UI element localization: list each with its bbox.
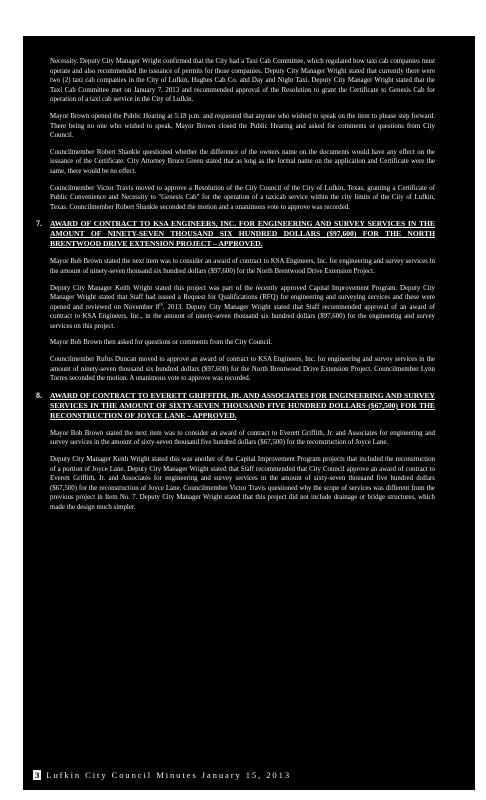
paragraph-item8-intro: Mayor Bob Brown stated the next item was to consider an award of contract to Everett Griffith, Jr. and Associates for engineering and survey services in the amount of sixty-seven thousand five hundred dollars ($67,500) for the reconstruction of Joyce Lane. — [50, 429, 435, 447]
agenda-item-number: 7. — [36, 219, 42, 229]
paragraph-item7-intro: Mayor Bob Brown stated the next item was to consider an award of contract to KSA Engineers, Inc. for engineering and survey services in the amount of ninety-seven thousand six hundred dollars ($97,600) for the North Brentwood Drive Extension Project. — [50, 258, 435, 275]
page-footer — [33, 770, 291, 780]
agenda-item-8 — [36, 390, 435, 421]
agenda-item-number: 8. — [36, 390, 42, 400]
agenda-item-7 — [36, 219, 435, 249]
agenda-item-title: AWARD OF CONTRACT TO KSA ENGINEERS, INC. FOR ENGINEERING AND SURVEY SERVICES IN THE AMOUNT OF NINETY-SEVEN THOUSAND SIX HUNDRED DOLLARS ($97,600) FOR THE NORTH BRENTWOOD DRIVE EXTENSION PROJECT – APPROVED. — [50, 219, 435, 249]
paragraph-item7-motion: Councilmember Rufus Duncan moved to approve an award of contract to KSA Engineers, Inc. for engineering and survey services in the amount of ninety-seven thousand six hundred dollars ($97,600) for the North Brentwood Drive Extension Project. Councilmember Lynn Torres seconded the motion. A unanimous vote to approve was recorded. — [50, 356, 435, 383]
paragraph-travis-motion: Councilmember Victor Travis moved to approve a Resolution of the City Council of the City of Lufkin, Texas, granting a Certificate of Public Convenience and Necessity to "Genesis Cab" for the operation of a taxicab service within the city limits of the City of Lufkin, Texas. Councilmember Robert Shankle seconded the motion and a unanimous vote to approve was recorded. — [50, 184, 435, 211]
paragraph-item7-questions: Mayor Bob Brown then asked for questions or comments from the City Council. — [50, 339, 273, 347]
paragraph-public-hearing: Mayor Brown opened the Public Hearing at 5:18 p.m. and requested that anyone who wished to speak on the item to please step forward. There being no one who wished to speak, Mayor Brown closed the Public Hearing and asked for comments or questions from City Council. — [50, 112, 435, 140]
minutes-body — [36, 57, 435, 520]
paragraph-item7-staff: Deputy City Manager Keith Wright stated this project was part of the recently approved Capital Improvement Program. Deputy City Manager Wright stated that Staff had issued a Request for Qualifications (RFQ) for engineering and surveying services and these were opened and reviewed on November 8th, 2013. Deputy City Manager Wright stated that Staff recommended approval of an award of contract to KSA Engineers, Inc., in the amount of ninety-seven thousand six hundred dollars ($97,600) for the engineering and survey services on this project. — [50, 284, 435, 330]
paragraph-shankle-question: Councilmember Robert Shankle questioned whether the difference of the owners name on the documents would have any effect on the issuance of the Certificate. City Attorney Bruce Green stated that as long as the formal name on the application and Certificate were the same, there would be no effect. — [50, 148, 435, 175]
footer-title: Lufkin City Council Minutes January 15, 2013 — [46, 770, 292, 780]
page-number: 3 — [35, 770, 40, 780]
paragraph-item8-staff: Deputy City Manager Keith Wright stated this was another of the Capital Improvement Program projects that included the reconstruction of a portion of Joyce Lane. Deputy City Manager Wright stated that Staff recommended that City Council approve an award of contract to Everett Griffith, Jr. and Associates for engineering and survey services in the amount of sixty-seven thousand five hundred dollars ($67,500) for the reconstruction of Joyce Lane. Councilmember Victor Travis questioned why the scope of services was different from the previous project in Item No. 7. Deputy City Manager Wright stated that this project did not include drainage or bridge structures, which made the design much simpler. — [50, 456, 435, 511]
paragraph-taxi-committee: Necessity. Deputy City Manager Wright confirmed that the City had a Taxi Cab Committee, which regulated how taxi cab companies must operate and also recommended the issuance of permits for those companies. Deputy City Manager Wright stated that currently there were two (2) taxi cab companies in the City of Lufkin, Hughes Cab Co. and Day and Night Taxi. Deputy City Manager Wright stated that the Taxi Cab Committee met on January 7, 2013 and recommended approval of the Resolution to grant the Certificate to Genesis Cab for operation of a taxi cab service in the City of Lufkin. — [50, 58, 435, 104]
agenda-item-title: AWARD OF CONTRACT TO EVERETT GRIFFITH, JR. AND ASSOCIATES FOR ENGINEERING AND SURVEY SERVICES IN THE AMOUNT OF SIXTY-SEVEN THOUSAND FIVE HUNDRED DOLLARS ($67,500) FOR THE RECONSTRUCTION OF JOYCE LANE – APPROVED. — [50, 390, 435, 420]
